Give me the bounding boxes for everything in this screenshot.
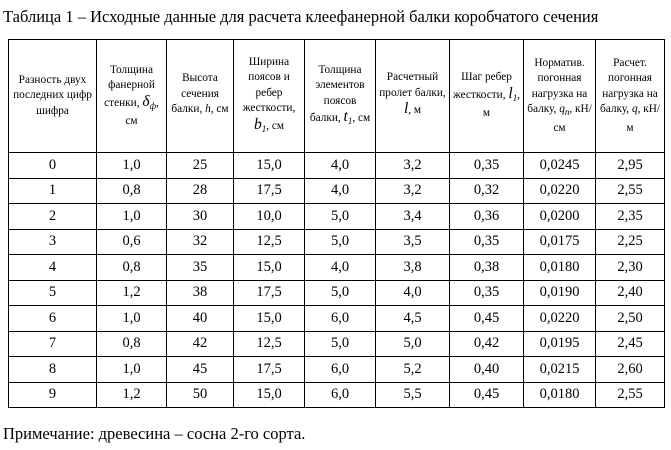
header-cell-3: Ширина поясов и ребер жесткости, $b_1$, см <box>234 40 305 153</box>
table-cell: 1,0 <box>97 204 167 230</box>
header-cell-7: Норматив. погонная нагрузка на балку, $q_n$, кН/см <box>524 40 596 153</box>
table-cell: 1,0 <box>97 153 167 179</box>
table-cell: 1,2 <box>97 280 167 306</box>
table-cell: 2,30 <box>596 255 665 281</box>
table-cell: 0,8 <box>97 255 167 281</box>
table-cell: 0,0215 <box>524 357 596 383</box>
table-cell: 6,0 <box>305 382 376 408</box>
table-cell: 0,8 <box>97 331 167 357</box>
table-cell: 0,0175 <box>524 229 596 255</box>
table-cell: 15,0 <box>234 255 305 281</box>
table-cell: 28 <box>167 178 234 204</box>
table-cell: 4,5 <box>376 306 450 332</box>
table-cell: 38 <box>167 280 234 306</box>
table-row <box>9 229 665 255</box>
table-cell: 12,5 <box>234 331 305 357</box>
table-cell: 0,0220 <box>524 178 596 204</box>
table-cell: 45 <box>167 357 234 383</box>
table-cell: 5,0 <box>305 280 376 306</box>
table-cell: 12,5 <box>234 229 305 255</box>
table-cell: 1,0 <box>97 306 167 332</box>
footnote: Примечание: древесина – сосна 2-го сорта. <box>3 424 306 443</box>
table-cell: 2,25 <box>596 229 665 255</box>
table-cell: 0,0220 <box>524 306 596 332</box>
header-cell-5: Расчетный пролет балки, l, м <box>376 40 450 153</box>
table-row <box>9 204 665 230</box>
header-row <box>9 40 665 153</box>
table-cell: 30 <box>167 204 234 230</box>
table-cell: 0,0190 <box>524 280 596 306</box>
table-cell: 2,95 <box>596 153 665 179</box>
table-cell: 6,0 <box>305 357 376 383</box>
table-cell: 3,8 <box>376 255 450 281</box>
table-cell: 0,35 <box>450 229 524 255</box>
table-cell: 0,36 <box>450 204 524 230</box>
table-cell: 15,0 <box>234 382 305 408</box>
table-row <box>9 178 665 204</box>
table-cell: 3,2 <box>376 178 450 204</box>
table-cell: 0,42 <box>450 331 524 357</box>
header-cell-6: Шаг ребер жесткости, $l_1$, м <box>450 40 524 153</box>
table-cell: 0,0180 <box>524 255 596 281</box>
table-cell: 0,0200 <box>524 204 596 230</box>
header-cell-8: Расчет. погонная нагрузка на балку, q, кН/м <box>596 40 665 153</box>
table-cell: 2 <box>9 204 97 230</box>
table-cell: 32 <box>167 229 234 255</box>
table-cell: 17,5 <box>234 357 305 383</box>
table-cell: 5,2 <box>376 357 450 383</box>
table-row <box>9 357 665 383</box>
table-row <box>9 331 665 357</box>
table-cell: 3,4 <box>376 204 450 230</box>
table-cell: 0,8 <box>97 178 167 204</box>
table-cell: 40 <box>167 306 234 332</box>
table-cell: 2,50 <box>596 306 665 332</box>
table-cell: 2,60 <box>596 357 665 383</box>
table-cell: 0,35 <box>450 153 524 179</box>
table-cell: 0,45 <box>450 306 524 332</box>
table-cell: 0,0180 <box>524 382 596 408</box>
header-cell-1: Толщина фанерной стенки, $\delta_ф$, см <box>97 40 167 153</box>
table-cell: 4,0 <box>376 280 450 306</box>
table-cell: 0,6 <box>97 229 167 255</box>
table-cell: 17,5 <box>234 280 305 306</box>
table-cell: 3,2 <box>376 153 450 179</box>
table-cell: 7 <box>9 331 97 357</box>
table-cell: 10,0 <box>234 204 305 230</box>
table-cell: 42 <box>167 331 234 357</box>
table-cell: 8 <box>9 357 97 383</box>
table-cell: 3 <box>9 229 97 255</box>
table-cell: 5,0 <box>305 331 376 357</box>
header-cell-2: Высота сечения балки, h, см <box>167 40 234 153</box>
table-caption: Таблица 1 – Исходные данные для расчета клеефанерной балки коробчатого сечения <box>3 7 599 26</box>
table-cell: 5,0 <box>305 229 376 255</box>
table-cell: 25 <box>167 153 234 179</box>
table-row <box>9 153 665 179</box>
table-cell: 6,0 <box>305 306 376 332</box>
data-table <box>8 39 665 408</box>
table-cell: 2,55 <box>596 382 665 408</box>
table-cell: 4,0 <box>305 178 376 204</box>
table-row <box>9 280 665 306</box>
table-cell: 5,5 <box>376 382 450 408</box>
table-cell: 1 <box>9 178 97 204</box>
table-cell: 1,2 <box>97 382 167 408</box>
table-cell: 50 <box>167 382 234 408</box>
table-cell: 1,0 <box>97 357 167 383</box>
table-cell: 9 <box>9 382 97 408</box>
table-row <box>9 255 665 281</box>
table-cell: 5 <box>9 280 97 306</box>
table-cell: 4,0 <box>305 153 376 179</box>
table-cell: 0,40 <box>450 357 524 383</box>
table-cell: 5,0 <box>305 204 376 230</box>
table-cell: 0,45 <box>450 382 524 408</box>
table-cell: 35 <box>167 255 234 281</box>
table-row <box>9 382 665 408</box>
table-cell: 0,0195 <box>524 331 596 357</box>
table-cell: 4 <box>9 255 97 281</box>
table-cell: 0 <box>9 153 97 179</box>
table-cell: 5,0 <box>376 331 450 357</box>
table-cell: 2,40 <box>596 280 665 306</box>
table-row <box>9 306 665 332</box>
table-cell: 2,35 <box>596 204 665 230</box>
table-cell: 6 <box>9 306 97 332</box>
table-cell: 0,35 <box>450 280 524 306</box>
table-cell: 3,5 <box>376 229 450 255</box>
table-cell: 2,45 <box>596 331 665 357</box>
table-cell: 17,5 <box>234 178 305 204</box>
table-cell: 0,32 <box>450 178 524 204</box>
table-cell: 4,0 <box>305 255 376 281</box>
table-cell: 15,0 <box>234 306 305 332</box>
header-cell-4: Толщина элементов поясов балки, $t_1$, см <box>305 40 376 153</box>
header-cell-0: Разность двух последних цифр шифра <box>9 40 97 153</box>
table-cell: 0,0245 <box>524 153 596 179</box>
table-cell: 0,38 <box>450 255 524 281</box>
table-cell: 15,0 <box>234 153 305 179</box>
table-cell: 2,55 <box>596 178 665 204</box>
